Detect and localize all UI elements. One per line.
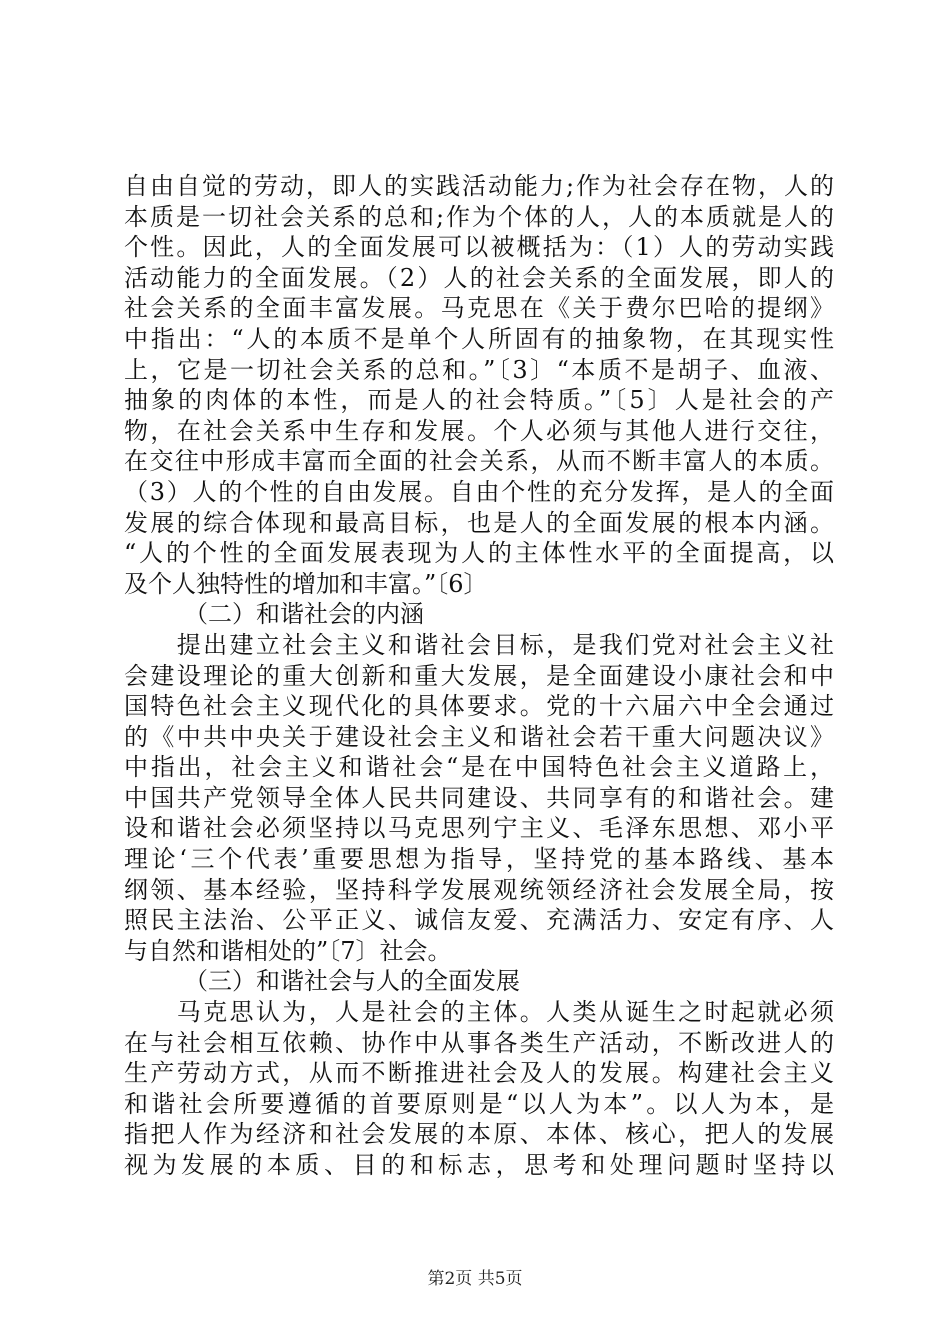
text-line: 中指出：“人的本质不是单个人所固有的抽象物，在其现实性 — [124, 324, 834, 353]
text-line: 中国共产党领导全体人民共同建设、共同享有的和谐社会。建 — [124, 783, 834, 812]
text-line: 物，在社会关系中生存和发展。个人必须与其他人进行交往， — [124, 416, 834, 445]
text-line: 的《中共中央关于建设社会主义和谐社会若干重大问题决议》 — [124, 722, 834, 751]
text-line: 抽象的肉体的本性，而是人的社会特质。”〔5〕人是社会的产 — [124, 386, 834, 415]
page-footer: 第2页 共5页 — [427, 1269, 523, 1289]
text-line: 国特色社会主义现代化的具体要求。党的十六届六中全会通过 — [124, 692, 834, 721]
text-line: 提出建立社会主义和谐社会目标，是我们党对社会主义社 — [124, 630, 834, 659]
section-heading: （三）和谐社会与人的全面发展 — [184, 967, 520, 996]
text-line: 及个人独特性的增加和丰富。”〔6〕 — [124, 569, 488, 598]
text-line: 上，它是一切社会关系的总和。”〔3〕“本质不是胡子、血液、 — [124, 355, 834, 384]
text-line: （3）人的个性的自由发展。自由个性的充分发挥，是人的全面 — [124, 477, 834, 506]
text-line: 和谐社会所要遵循的首要原则是“以人为本”。以人为本，是 — [124, 1089, 834, 1118]
text-line: 在交往中形成丰富而全面的社会关系，从而不断丰富人的本质。 — [124, 447, 834, 476]
section-heading: （二）和谐社会的内涵 — [184, 600, 424, 629]
document-body — [124, 171, 834, 1181]
text-line: 与自然和谐相处的”〔7〕社会。 — [124, 936, 452, 965]
text-line: 照民主法治、公平正义、诚信友爱、充满活力、安定有序、人 — [124, 906, 834, 935]
text-line: 本质是一切社会关系的总和;作为个体的人，人的本质就是人的 — [124, 202, 834, 231]
text-line: 马克思认为，人是社会的主体。人类从诞生之时起就必须 — [124, 998, 834, 1027]
text-line: 发展的综合体现和最高目标，也是人的全面发展的根本内涵。 — [124, 508, 834, 537]
text-line: 活动能力的全面发展。（2）人的社会关系的全面发展，即人的 — [124, 263, 834, 292]
text-line: “人的个性的全面发展表现为人的主体性水平的全面提高，以 — [124, 539, 834, 568]
text-line: 生产劳动方式，从而不断推进社会及人的发展。构建社会主义 — [124, 1059, 834, 1088]
text-line: 指把人作为经济和社会发展的本原、本体、核心，把人的发展 — [124, 1120, 834, 1149]
text-line: 个性。因此，人的全面发展可以被概括为：（1）人的劳动实践 — [124, 233, 834, 262]
text-line: 会建设理论的重大创新和重大发展，是全面建设小康社会和中 — [124, 661, 834, 690]
text-line: 中指出，社会主义和谐社会“是在中国特色社会主义道路上， — [124, 753, 834, 782]
text-line: 视为发展的本质、目的和标志，思考和处理问题时坚持以 — [124, 1151, 834, 1179]
text-line: 自由自觉的劳动，即人的实践活动能力;作为社会存在物，人的 — [124, 172, 834, 200]
text-line: 理论‘三个代表’重要思想为指导，坚持党的基本路线、基本 — [124, 845, 834, 874]
text-line: 纲领、基本经验，坚持科学发展观统领经济社会发展全局，按 — [124, 875, 834, 904]
text-line: 社会关系的全面丰富发展。马克思在《关于费尔巴哈的提纲》 — [124, 294, 834, 323]
text-line: 设和谐社会必须坚持以马克思列宁主义、毛泽东思想、邓小平 — [124, 814, 834, 843]
text-line: 在与社会相互依赖、协作中从事各类生产活动，不断改进人的 — [124, 1028, 834, 1057]
